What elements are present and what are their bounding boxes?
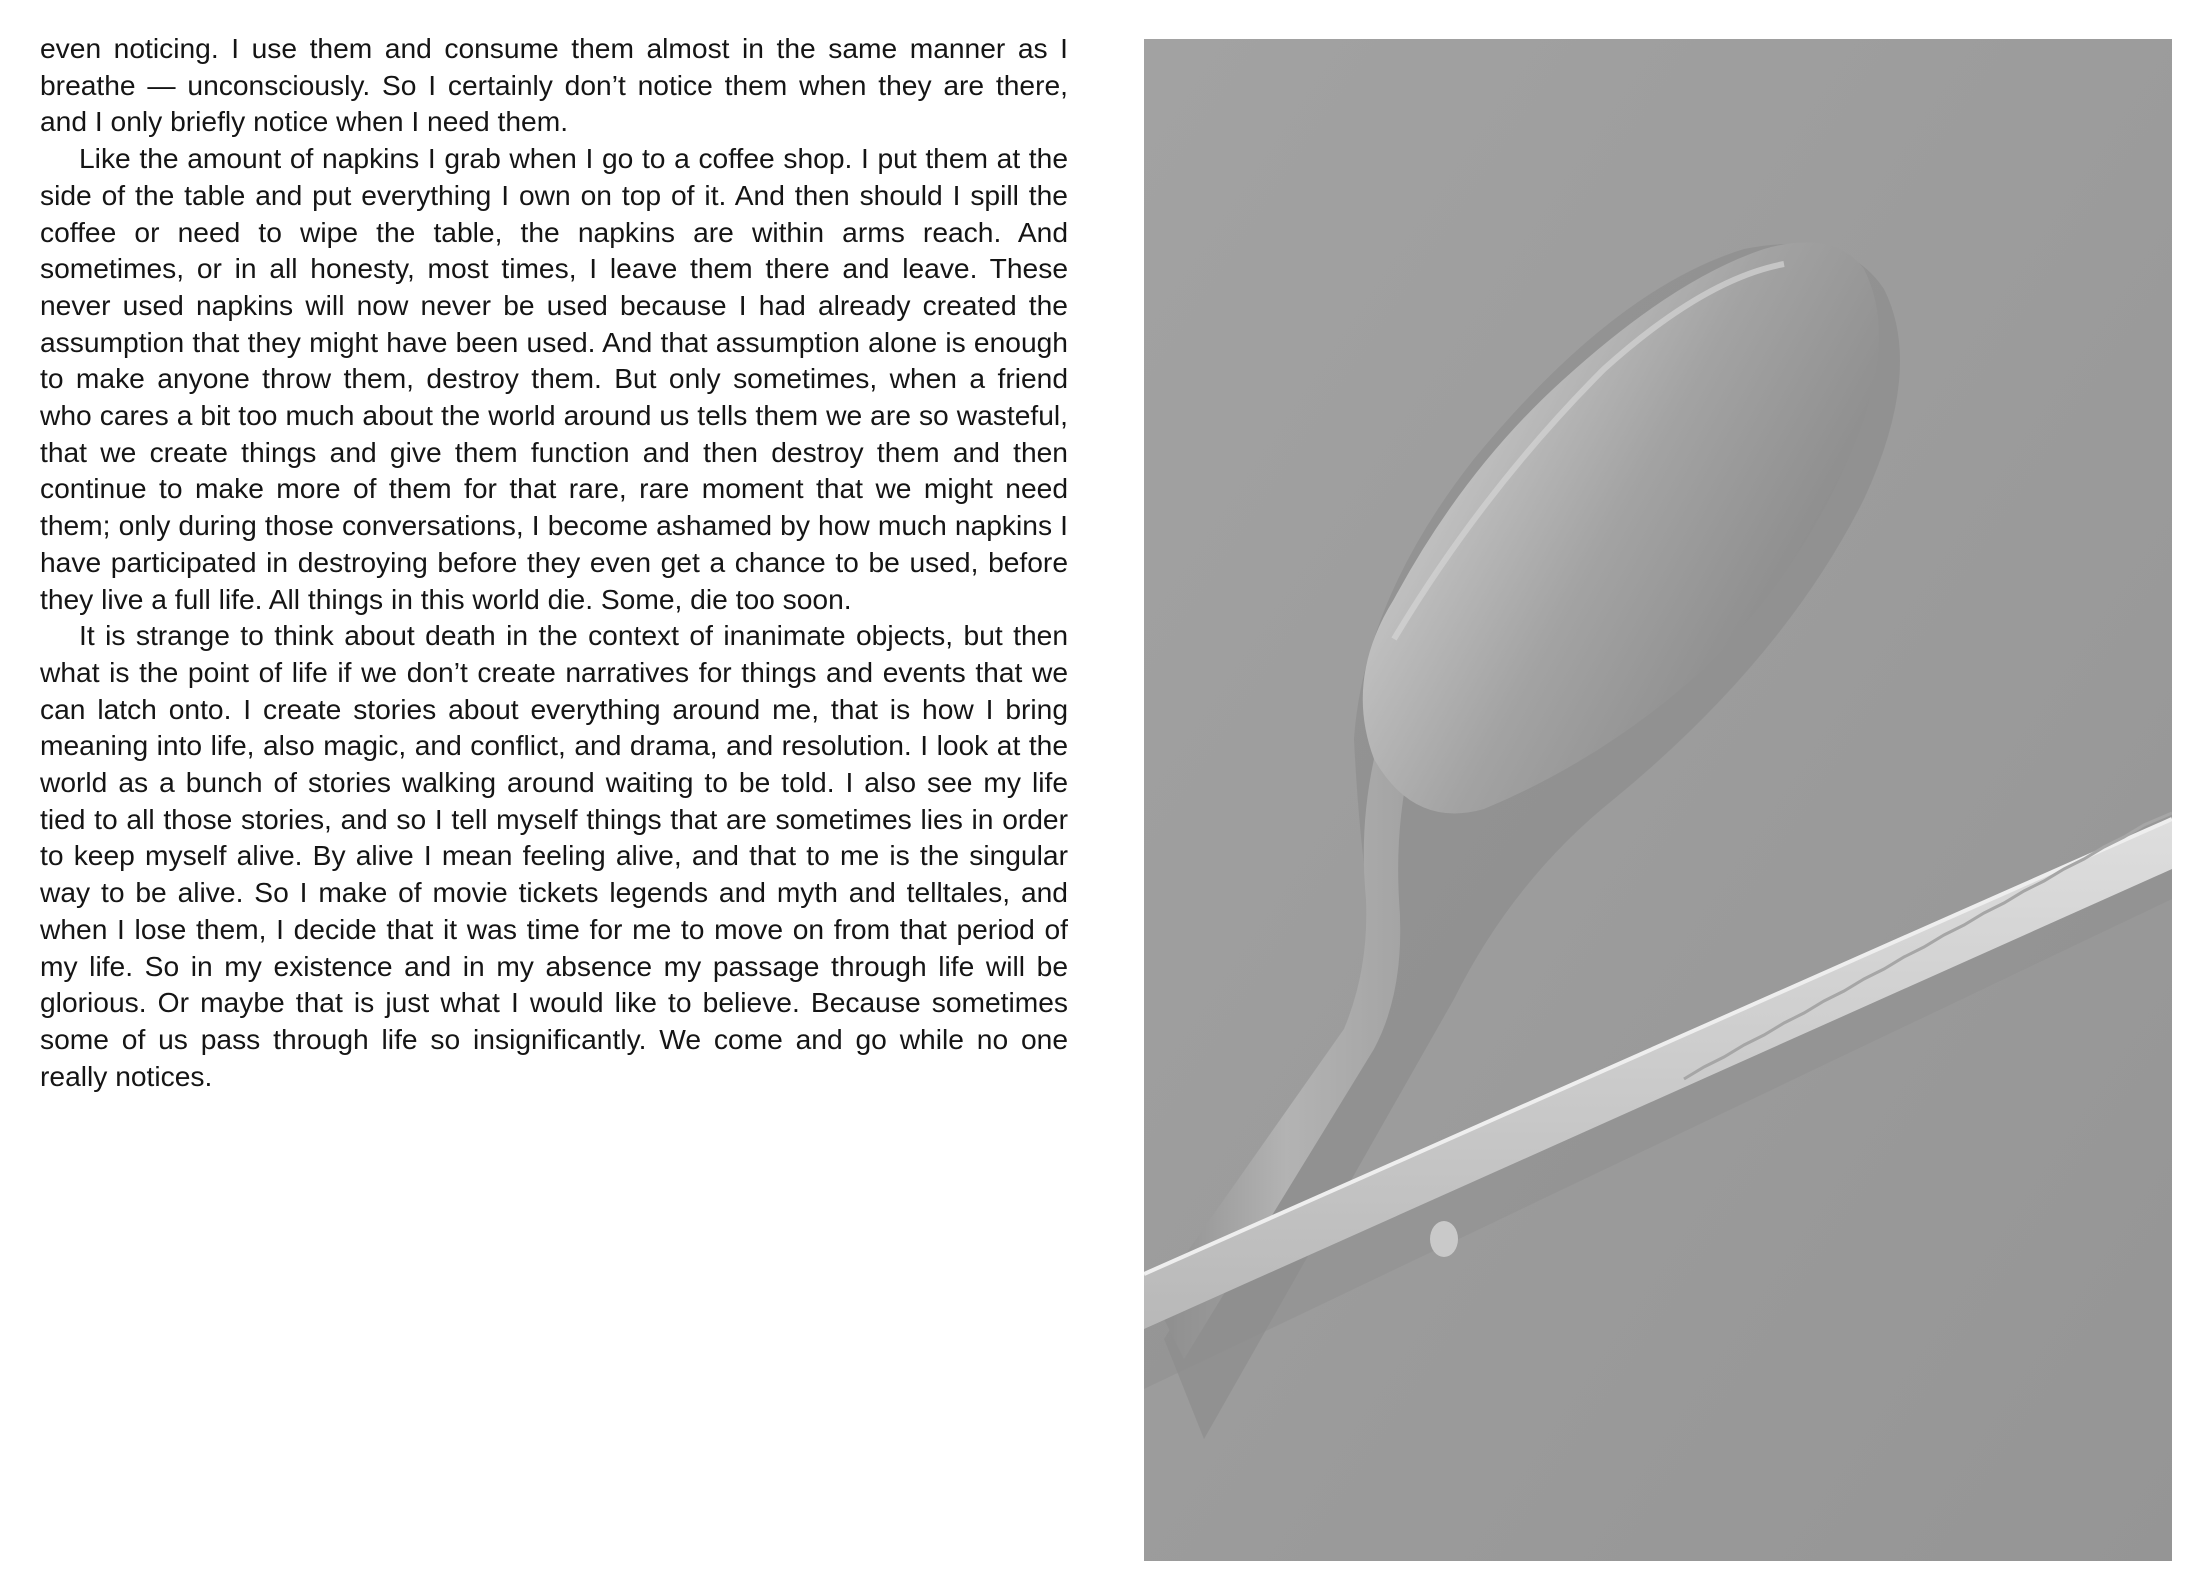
body-text	[40, 30, 1068, 1094]
spoon-knife-photo	[1144, 39, 2172, 1561]
paragraph-1: even noticing. I use them and consume them almost in the same manner as I breathe — unconsciously. So I certainly don’t notice them when they are there, and I only briefly notice when I need them.	[40, 32, 1068, 138]
paragraph-2: Like the amount of napkins I grab when I go to a coffee shop. I put them at the side of the table and put everything I own on top of it. And then should I spill the coffee or need to wipe the table, the napkins are within arms reach. And sometimes, or in all honesty, most times, I leave them there and leave. These never used napkins will now never be used because I had already created the assumption that they might have been used. And that assumption alone is enough to make anyone throw them, destroy them. But only sometimes, when a friend who cares a bit too much about the world around us tells them we are so wasteful, that we create things and give them function and then destroy them and then continue to make more of them for that rare, rare moment that we might need them; only during those conversations, I become ashamed by how much napkins I have participated in destroying before they even get a chance to be used, before they live a full life. All things in this world die. Some, die too soon.	[40, 142, 1068, 615]
paragraph-3: It is strange to think about death in the context of inanimate objects, but then what is the point of life if we don’t create narratives for things and events that we can latch onto. I create stories about everything around me, that is how I bring meaning into life, also magic, and conflict, and drama, and resolution. I look at the world as a bunch of stories walking around waiting to be told. I also see my life tied to all those stories, and so I tell myself things that are sometimes lies in order to keep myself alive. By alive I mean feeling alive, and that to me is the singular way to be alive. So I make of movie tickets legends and myth and telltales, and when I lose them, I decide that it was time for me to move on from that period of my life. So in my existence and in my absence my passage through life will be glorious. Or maybe that is just what I would like to believe. Because sometimes some of us pass through life so insignificantly. We come and go while no one really notices.	[40, 619, 1068, 1092]
